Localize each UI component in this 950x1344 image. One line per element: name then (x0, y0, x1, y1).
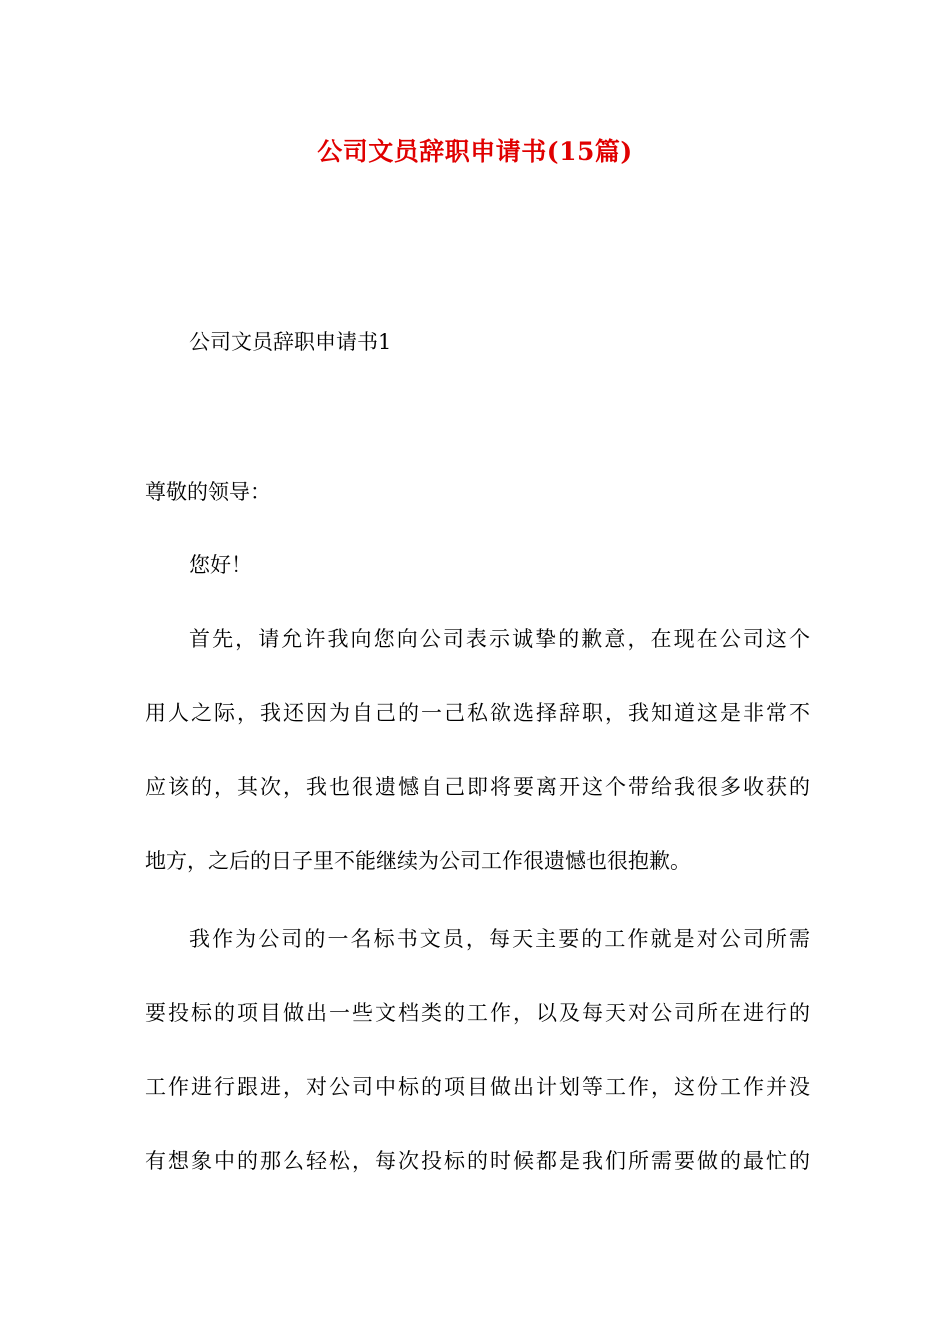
paragraph-line: 我作为公司的一名标书文员，每天主要的工作就是对公司所需 (189, 927, 810, 951)
section-heading: 公司文员辞职申请书1 (189, 330, 392, 354)
salutation: 尊敬的领导： (145, 480, 271, 504)
paragraph-line: 用人之际，我还因为自己的一己私欲选择辞职，我知道这是非常不 (145, 701, 810, 725)
paragraph-line: 要投标的项目做出一些文档类的工作，以及每天对公司所在进行的 (145, 1001, 810, 1025)
paragraph-line: 有想象中的那么轻松，每次投标的时候都是我们所需要做的最忙的 (145, 1149, 810, 1173)
paragraph-line: 首先，请允许我向您向公司表示诚挚的歉意，在现在公司这个 (189, 627, 810, 651)
paragraph-line: 工作进行跟进，对公司中标的项目做出计划等工作，这份工作并没 (145, 1075, 810, 1099)
paragraph-line: 应该的，其次，我也很遗憾自己即将要离开这个带给我很多收获的 (145, 775, 810, 799)
document-title: 公司文员辞职申请书(15篇) (317, 137, 633, 166)
greeting: 您好！ (189, 553, 252, 577)
paragraph-line: 地方，之后的日子里不能继续为公司工作很遗憾也很抱歉。 (145, 849, 691, 873)
